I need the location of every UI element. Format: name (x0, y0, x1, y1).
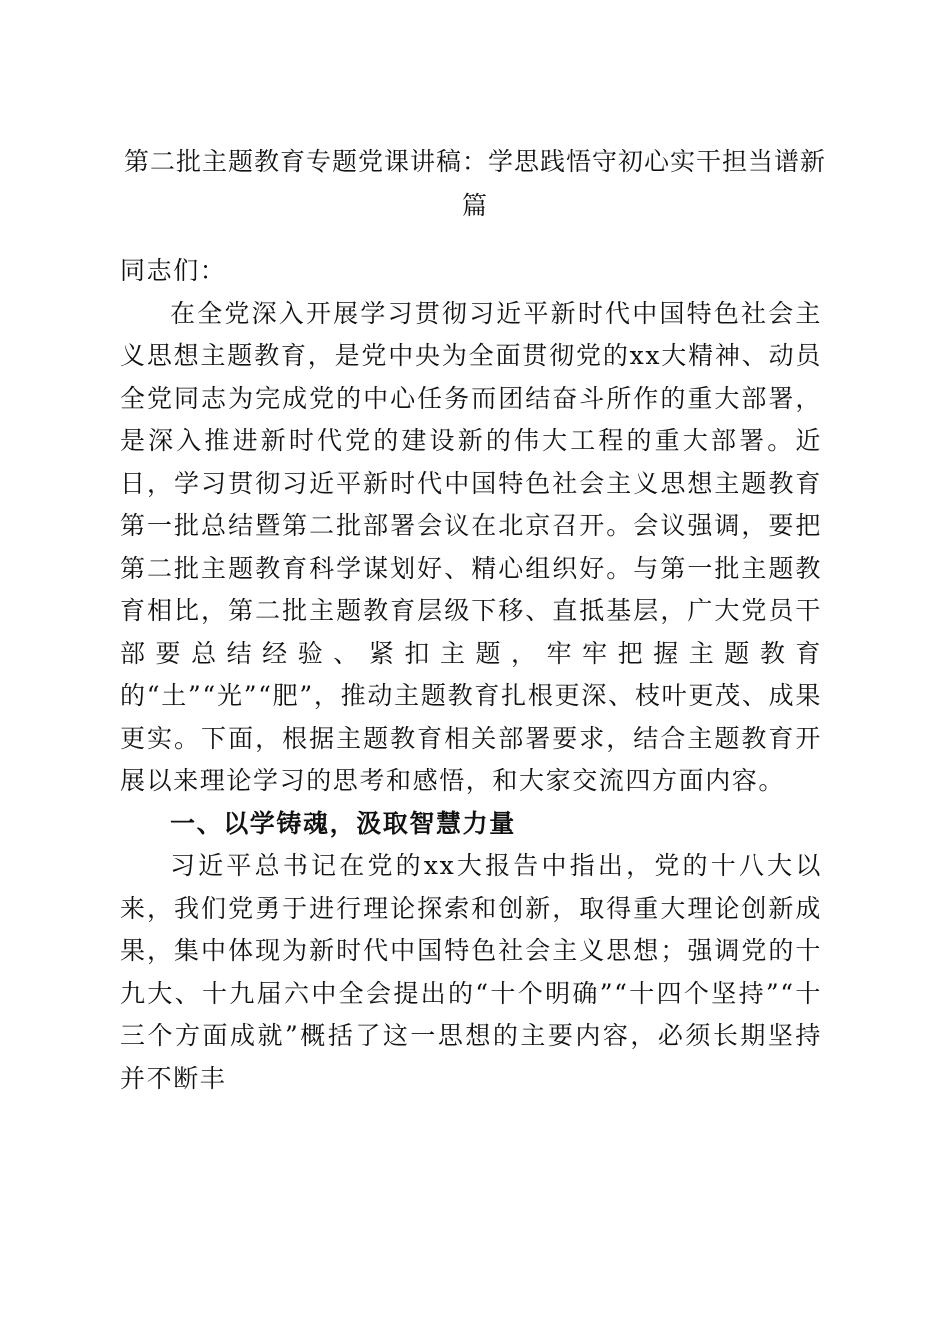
document-title: 第二批主题教育专题党课讲稿：学思践悟守初心实干担当谱新篇 (123, 147, 826, 220)
document-body (120, 250, 822, 1100)
intro-paragraph: 在全党深入开展学习贯彻习近平新时代中国特色社会主义思想主题教育，是党中央为全面贯彻党的xx大精神、动员全党同志为完成党的中心任务而团结奋斗所作的重大部署，是深入推进新时代党的建设新的伟大工程的重大部署。近日，学习贯彻习近平新时代中国特色社会主义思想主题教育第一批总结暨第二批部署会议在北京召开。会议强调，要把第二批主题教育科学谋划好、精心组织好。与第一批主题教育相比，第二批主题教育层级下移、直抵基层，广大党员干部要总结经验、紧扣主题，牢牢把握主题教育的“土”“光”“肥”，推动主题教育扎根更深、枝叶更茂、成果更实。下面，根据主题教育相关部署要求，结合主题教育开展以来理论学习的思考和感悟，和大家交流四方面内容。 (120, 298, 822, 795)
salutation: 同志们： (120, 256, 227, 285)
section-heading: 一、以学铸魂，汲取智慧力量 (170, 808, 516, 838)
section-paragraph: 习近平总书记在党的xx大报告中指出，党的十八大以来，我们党勇于进行理论探索和创新，取得重大理论创新成果，集中体现为新时代中国特色社会主义思想；强调党的十九大、十九届六中全会提出的“十个明确”“十四个坚持”“十三个方面成就”概括了这一思想的主要内容，必须长期坚持并不断丰 (120, 851, 822, 1093)
